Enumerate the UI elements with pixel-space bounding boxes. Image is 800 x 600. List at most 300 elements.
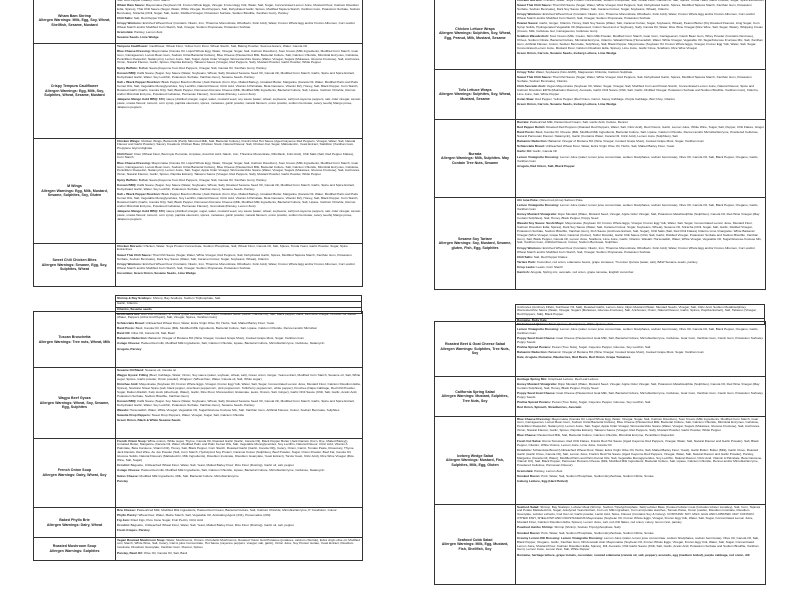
component-label: Fresh Cut Salsa:	[517, 438, 542, 443]
component-ingredients: Cucumber, red onion, edamame beans, grape tomatoes, Tri-colour Quinoa (water, salt), B&W Sesame seeds, parsley	[536, 259, 698, 264]
component-ingredients: Black Quinoa, Red Quinoa, White Quinoa, Salt	[548, 321, 613, 326]
fragment-cell	[516, 305, 765, 319]
component-ingredients: Shrimp, Bay Scallops, Sodium Triphosphate, Salt	[152, 295, 221, 300]
menu-item-name: Seafood Cobb Salad	[457, 537, 493, 542]
component-label: Sesame Seeds, Lime Wedge	[117, 35, 159, 40]
ingredients-cell	[516, 377, 766, 417]
ingredients-cell	[116, 508, 363, 538]
component-ingredients: Pecan (Tree Nuts), Sugar, Cayenne Pepper, Glucose, Soy Lecithin, Salt	[551, 344, 651, 349]
menu-item-row	[34, 368, 363, 439]
component-ingredients: Pasteurized Milk, Salt, Bacterial Culture, Calcium Chloride, Microbial Enzyme, Penicillium Roquefort	[537, 433, 675, 438]
component-label: Vegan Roasted Mushroom Soup:	[117, 537, 166, 542]
component-label: Kale, Arugula, Romaine, Blueberries, Red Beets, Red Onion, Grape Tomatoes	[517, 355, 631, 360]
component-ingredients: Pecan (Tree Nuts), Sugar, Cayenne Pepper, Glucose, Soy Lecithin, Salt	[551, 399, 651, 404]
ingredients-cell	[516, 70, 766, 120]
ingredient-component	[117, 313, 361, 321]
ingredient-component	[517, 4, 764, 12]
ingredients-cell	[116, 139, 363, 244]
left-allergen-table-2	[33, 311, 363, 561]
allergen-warnings: Allergen Warnings: Sesame, Egg, Soy, Sulphites, Wheat	[41, 262, 108, 272]
ingredient-component	[117, 524, 361, 528]
component-ingredients: Pasteurized Milk, Modified Milk Ingredients, Pasteurized Cream, Bacterial Culture, Salt, Calcium Chloride, Microbial Enzyme, P. Candidum, Colour	[136, 507, 337, 512]
component-label: Crispy Tofu:	[517, 69, 535, 74]
component-label: Poached Jumbo Shrimp:	[517, 525, 554, 530]
menu-item-row	[34, 44, 363, 139]
component-label: Parsley	[117, 478, 129, 483]
ingredients-cell	[116, 244, 363, 287]
menu-item-row	[435, 377, 766, 417]
ingredient-component	[117, 36, 361, 40]
menu-item-row	[34, 139, 363, 244]
menu-item-name-cell	[34, 139, 116, 244]
component-label: Balsamic Reduction:	[517, 139, 548, 144]
ingredients-cell	[516, 417, 766, 505]
menu-item-name-cell	[34, 44, 116, 139]
ingredients-cell	[116, 44, 363, 139]
ingredient-component	[117, 374, 361, 382]
component-ingredients: Leeks, Corn Starch	[536, 265, 563, 270]
ingredient-component	[117, 72, 361, 80]
ingredient-component	[517, 480, 764, 484]
component-ingredients: Dijon Mustard (Water, Mustard Seed, Vinegar, Apple Cider Vinegar, Salt, Potassium Metabisulphite (Sulphites), Canola Oil, Red Wine Vinegar (May Contain Sulphites), Salt, Honey, Black Pepper, Poppy Seed	[517, 381, 760, 390]
component-label: Crispy Wontons:	[117, 20, 142, 25]
ingredient-component	[117, 383, 361, 399]
menu-item-row	[435, 417, 766, 505]
component-ingredients: White onions, White sugar, Thyme, Canola Oil, Roasted Garlic (Garlic, Canola Oil), Black Pepper Butter (Jack Daniels (Corn, Rye, Malted Barley)), Unsalted Butter, Margarine (Canola Oil, Water, Modified Palm and Palm Kernel Oils, Salt, Vegetable Monoglycerides, Soy Lecithin, Natural Flavour, Citric Acid, Vitamin A Palmitate, Beta Carotene, Vitamin D2), Honey, Salt, Black Pepper, Corn Starch, Roasted Garlic (Garlic, Canola Oil)), Celery, Onion, Carrot, Tomato Paste, Rosemary, Thyme, Jack Daniels, Red Wine, Au Jus Powder (Salt, Corn Starch, Hydrolyzed Soy Protein, Caramel Colour (Sulphites), Beef Powder, Sugar, Onion Powder, Beef Fat, Canola Oil, Glucose Solids, Natural Flavours (Maltodextrin, Milk Ingredients), Disodium Inosinate, Disodium Guanylate, Yeast Extract), Torula Yeast, Citric Acid), Rice Wine Vinegar (Rice Wine, Salt, Sugar)	[117, 438, 355, 463]
ingredient-component	[517, 35, 764, 51]
component-ingredients: Wheat flour, Water, Maize Starch, Salt, Vegetable Oil, Anticaking Agent (341), Preservative (200)	[138, 512, 271, 517]
component-ingredients: Olive Oil, Canola Oil, Salt, Basil	[131, 331, 175, 336]
component-ingredients: Pasteurized milk, Modified Milk Ingredients, Salt, Calcium Chloride, Lipase, Bacterial Culture, Microbial Enzyme, Cellulose, Natamycin	[141, 468, 325, 473]
component-ingredients: Kalbi Sauce (Sugar, Soy Sauce (Water, Soybeans, Wheat, Salt), Roasted Sesame Seed Oil, Canola Oil, Modified Corn Starch, Garlic, Spice and Spice Extract, Dehydrated Garlic, Water, Soy Lecithin, Potassium Sorbate, Xanthan Gum), Sesame Seeds, Parsley	[117, 398, 355, 407]
component-label: Chicken Wings:	[117, 138, 141, 143]
component-ingredients: Thai Chili Sauce (Sugar, Water, White Vinegar, Red Peppers, Salt, Dehydrated Garlic, Spices, Modified Tapioca Starch, Xanthan Gum, Potassium Sorbate, Sodium Benzoate), Dark Soy Sauce (Water, Salt, Caramel Colour, Sugar, Soybeans, Wheat), Cilantro	[117, 252, 352, 261]
ingredient-component	[517, 383, 764, 391]
component-label: Honey Mustard Vinaigrette:	[517, 381, 558, 386]
component-label: Tempura Cauliflower:	[117, 43, 149, 48]
allergen-warnings: Allergen Warnings: Milk, Egg, Soy, Wheat, Shellfish, Sesame, Mustard	[38, 18, 111, 27]
menu-item-name-cell	[34, 244, 116, 287]
ingredient-component	[117, 480, 361, 484]
menu-item-row	[435, 198, 766, 290]
right-table-body	[435, 0, 766, 290]
component-ingredients: Crisphead Lettuce, Red Leaf Lettuce	[547, 376, 599, 381]
component-label: Jalapeno Mango Gold BBQ:	[117, 208, 158, 213]
component-ingredients: Schiacciata Bread (Unbleached Wheat Flour, Water, Extra Virgin Olive Oil, Herbs, Salt, Malted Barley Flour, Yeast), Garlic Butter: Butter (Milk), Garlic Clove, Roasted Garlic (Garlic Clove, Canola Oil), Salt, Lemon Juice, Frank's Red Hot Sauce (Aged Cayenne Red Peppers, Vinegar, Water, Salt, Natural Flavour and Garlic Powder), Parsley, Margarine (Canola Oil, Water), Modified Palm and Palm Kernel Oils, Salt, Vegetable Monoglycerides, Soy Lecithin, Natural Flavour, Citric Acid, Vitamin A Palmitate, Beta Carotene, Vitamin D2), Salt, Black Pepper, Parmesan Romano Cheese (Milk, Modified Milk Ingredients, Bacterial Culture, Salt, Lipase, Calcium Chloride, Rennet and/or Microbial Enzyme, Powdered Cellulose, Parmesan Flavour)	[517, 447, 763, 468]
component-ingredients: Chicken, Water, Soya Protein Concentrate, Sodium Phosphate, Salt, Wheat Flour, Canola Oil, Salt, Spices, Torula Yeast, Garlic Powder, Sugar, Spice Extractives	[117, 243, 348, 252]
component-label: Sesame Oil Blend:	[117, 367, 145, 372]
left-table-body-2	[34, 312, 363, 561]
component-label: Salt + Black Pepper Bourbon:	[117, 191, 161, 196]
right-allergen-table-2	[434, 321, 766, 585]
menu-item-name-cell	[34, 508, 116, 538]
component-ingredients: Enriched Wheat Flour (Contains: Niacin, Iron, Thiamine Mononitrate, Riboflavin, Folic Acid), Water, Frozen Whole Egg and/or Frozen Albumen, Corn and/or Wheat Starch and/or Modified Corn Starch, Salt, Vinegar, Sodium Propionate, Potassium Sorbate	[117, 20, 355, 29]
ingredient-component	[517, 418, 764, 434]
component-label: Arugula, Parsley	[117, 346, 142, 351]
component-label: Spicy Buffalo:	[117, 65, 138, 70]
ingredient-component	[517, 165, 764, 169]
component-label: Gremolata:	[517, 468, 534, 473]
component-ingredients: Kalbi Sauce (Sugar, Soy Sauce (Water, Soybeans, Wheat, Salt), Roasted Sesame Seed Oil, Canola Oil, Modified Corn Starch, Garlic, Spice and Spice Extract, Dehydrated Garlic, Water, Soy Lecithin, Potassium Sorbate, Xanthan Gum), Sesame Seeds, Parsley	[117, 70, 355, 79]
component-label: Crisp Leeks:	[517, 265, 536, 270]
component-label: Asiago Cheese:	[117, 341, 141, 346]
component-ingredients: Flour (Wheat Flour, Benzoyle Peroxide, Amylase, Ascorbic Acid, Niacin, Iron, Thiamine Mononitrate, Riboflavin, Folic Acid), Chili Salts (Salt, Red Pepper Flakes), Corn Starch	[117, 151, 354, 160]
component-label: Garnish:	[517, 270, 530, 275]
component-label: Crostini:	[117, 463, 130, 468]
component-ingredients: Red Pepper, Yellow Pepper (Red Onion, Carrot, Savoy Cabbage, Purple Cabbage, Bok Choy, Cilantro	[535, 96, 676, 101]
allergen-warnings: Allergen Warnings: Sulphites, Soy, Wheat, Egg, Peanut, Milk, Mustard, Sesame	[438, 31, 512, 40]
ingredient-component	[517, 337, 764, 345]
menu-item-name-cell	[435, 120, 516, 198]
component-label: Cilantro, Sesame seeds	[117, 307, 152, 312]
ingredient-component	[117, 529, 361, 533]
ingredient-component	[517, 131, 764, 139]
menu-item-name-cell	[435, 198, 516, 290]
component-ingredients: Buffalo Sauce(Cayenne from Red Peppers, Vinegar, Salt, Canola Oil, Xanthan Gum), Parsley	[138, 65, 267, 70]
component-ingredients: Anchovies (Anchovy Fillets, Sunflower Oil, Salt), Roasted Garlic, Lemon Juice, Dijon Mustard (Water, Mustard Seeds, Vinegar, Salt, Citric Acid, Sodium Metabisulphite), Worcestershire Sauce (Water, Vinegar, Sugars (Molasses, Glucose-Fructose), Salt, Anchovies, Onion, Natural Flavour, Garlic, Spices, Paprika Extract), Salt, Tabasco (Vinegar, Red Peppers, Salt), Black Pepper	[517, 304, 757, 317]
allergen-warnings: Allergen Warnings: Mustard, Sulphites, Tree Nuts, Soy	[441, 394, 509, 403]
component-label: Wagyu Gyoza: Filling	[117, 372, 149, 377]
allergen-warnings: Allergen Warnings: Egg, Milk, Soy, Sulphites, Wheat, Sesame, Mustard	[44, 88, 105, 98]
component-label: Smoked Bacon:	[517, 530, 541, 535]
component-ingredients: Garlic, Canola Oil	[532, 149, 557, 154]
component-label: Schiacciata Bread:	[117, 320, 145, 325]
component-ingredients: Parsley, Lemon Zest	[534, 468, 563, 473]
component-ingredients: Black Pepper Bourbon Butter (Jack Daniels (Corn, Rye, Malted Barley), Unsalted Butter, Margarine (Canola Oil, Water, Modified Palm and Palm Kernel Oils, Salt, Vegetable Monoglycerides, Soy Lecithin, Natural Flavour, Citric Acid, Vitamin A Palmitate, Beta Carotene, Vitamin D2), Honey, Salt, Black Pepper, Corn Starch, Roasted Garlic (Garlic, Canola Oil)), Salt, Black Pepper, Parmesan Romano Cheese (Milk, Modified Milk Ingredients, Bacterial Culture, Salt, Lipase, Calcium Chloride, Rennet and/or Microbial Enzyme, Powdered Cellulose, Parmesan Flavour), Gremolata (Parsley, Lemon Zest)	[117, 79, 359, 96]
component-label: Sweet Thai Chili Sauce:	[517, 74, 552, 79]
component-ingredients: Balsamic Vinegar of Modena 6% (Wine Vinegar, Cooked Grape Must), Cooked Grape Must, Sugar, Xanthan Gum	[548, 139, 704, 144]
component-ingredients: Thai Chili Sauce (Sugar, Water, White Vinegar, Red Peppers, Salt, Dehydrated Garlic, Spices, Modified Tapioca Starch, Xanthan Gum, Potassium Sorbate, Sodium Benzoate), Dark Soy Sauce (Water, Salt, Caramel Colour, Sugar, Soybeans, Wheat), Cilantro	[517, 2, 752, 11]
component-label: Fresh Grapes, Parsley	[117, 528, 150, 533]
component-label: Crispy Wontons:	[517, 11, 542, 16]
ingredient-component	[517, 204, 764, 212]
ingredient-component	[117, 193, 361, 209]
ingredient-component	[517, 103, 764, 107]
menu-item-name: Tuscan Bruschetta	[58, 334, 91, 339]
component-ingredients: Enriched Wheat Flour (Contains: Niacin, Iron, Thiamine Mononitrate, Riboflavin, Folic Acid), Water, Frozen Whole Egg and/or Frozen Albumen, Corn and/or Wheat Starch and/or Modified Corn Starch, Salt, Vinegar, Sodium Propionate, Potassium Sorbate	[117, 261, 355, 270]
menu-item-row	[34, 538, 363, 561]
component-ingredients: Pasteurized milk, Modified Milk Ingredients, Salt, Calcium Chloride, Lipase, Bacterial Culture, Microbial Enzyme, Cellulose, Natamycin	[141, 341, 325, 346]
component-ingredients: Garlic, Ginger, Cilantro, Honey, Dark Soy Sauce (Water, Salt, Caramel Colour, Sugar, Soybeans, Wheat), Peanut Butter (Dry Roasted Peanuts, Icing Sugar, Corn Syrup Solids, Hydrogenated Vegetable Oil (Rapeseed, Cotton Seed and or Soybean), Salt), Canola Oil, Water, Rice Wine Vinegar (Rice Wine, Salt, Sugar, Water), Whipping Cream (Cream, Milk, Cellulose Gel, Carrageenan, Cellulose Gum)	[517, 20, 764, 33]
component-ingredients: BBQ sauce (distilled vinegar, sugar, water, mustard seed, soy sauce [water, wheat, soybeans, salt] red cayenne peppers, salt, cider vinegar, tomato paste, smoke flavour, tumeric, corn syrup, paprika oleoresin, spices, molasses, garlic powder, natural flavours, onion powder, sodium benzoate, celery seeds) Mango puree, Jalapeno peppers	[117, 96, 361, 109]
ingredients-cell	[116, 368, 363, 439]
menu-item-name-cell	[34, 312, 116, 368]
menu-item-row	[34, 312, 363, 368]
component-label: Korean BBQ:	[117, 398, 137, 403]
ingredient-component	[517, 213, 764, 221]
component-ingredients: Mayonnaise (Soybean Oil, Frozen Whole Eggs, Vinegar, Frozen Egg Yolk, Water, Salt, Sugar, Concentrated Lemon Juice, Mustard Flour, Calcium Disodium Edta, Spices), Stockton Street Spice (salt, black pepper, szechuan peppercorn, pink peppercorn, Tellicherry peppercorn, white pepper), Kimchee (Napa Cabbage, Red Chili Powder, Sugar, Daikon Radish, Kelp stock (dried kelp, Water), Garlic, Rice Flour, Monosodium Glutamate, leeks, Onions, Salt, Ginger), Garlic Chili Sauce (Chili, Salt, Garlic, Acetic Acid, Potassium Sorbate, Sodium Bisulfite, Xanthan Gum)	[117, 381, 361, 398]
ingredient-component	[117, 162, 361, 178]
component-label: Basil Pesto:	[517, 129, 535, 134]
component-ingredients: Pasteurized Milk, Pasteurized Cream, Salt, Lactic Acid, Culture, Rennet	[529, 119, 628, 124]
ingredient-component	[117, 348, 361, 352]
ingredient-component	[117, 4, 361, 16]
menu-item-name: Sesame Soy Tartare	[457, 236, 493, 241]
allergen-warnings: Allergen Warnings: Dairy, Wheat	[46, 522, 103, 527]
component-ingredients	[117, 0, 170, 2]
ingredient-component	[517, 449, 764, 469]
ingredient-component	[117, 184, 361, 192]
component-ingredients: Black Pepper Bourbon Butter (Jack Daniels (Corn, Rye, Malted Barley), Unsalted Butter, Margarine (Canola Oil, Water, Modified Palm and Palm Kernel Oils, Salt, Vegetable Monoglycerides, Soy Lecithin, Natural Flavour, Citric Acid, Vitamin A Palmitate, Beta Carotene, Vitamin D2), Honey, Salt, Black Pepper, Corn Starch, Roasted Garlic (Garlic, Canola Oil)), Salt, Black Pepper, Parmesan Romano Cheese (Milk, Modified Milk Ingredients, Bacterial Culture, Salt, Lipase, Calcium Chloride, Rennet and/or Microbial Enzyme, Powdered Cellulose, Parmesan Flavour), Gremolata (Parsley, Lemon Zest)	[117, 191, 359, 208]
component-label: Chili Flour:	[117, 151, 134, 156]
ingredients-cell	[516, 505, 766, 585]
component-label: Brie Cheese:	[117, 507, 136, 512]
component-ingredients: Basil, Canola Oil, Cheese (Milk, Modified Milk Ingredients, Bacterial Culture, Salt, Lipase, Calcium Chloride, Rennet and/or Microbial Enzyme, Powdered Cellulose, Natural Parmesan Flavour, Natamycin), Garlic (Contains Water, Canola Oil, Citric Acid), Lemon Juice (Sulphites), Salt	[517, 129, 759, 138]
menu-item-name-cell	[34, 538, 116, 561]
ingredient-component	[117, 153, 361, 161]
ingredients-cell	[516, 198, 766, 290]
ingredient-component	[117, 81, 361, 97]
ingredient-component	[517, 392, 764, 400]
left-allergen-table	[33, 0, 363, 287]
component-ingredients: Pork, Water, Salt, Sodium Phosphate, Sodium Erythorbate, Sodium Nitrite, Smoke	[541, 530, 654, 535]
component-ingredients: Horseradish, Water, White Vinegar, Vegetable Oil, Sugar/Glucose-fructose Mix, Salt, Xanthan Gum, Artificial Flavour, Colour, Sodium Benzoate, Sulphites	[129, 407, 340, 412]
component-label: Blue Cheese:	[517, 433, 537, 438]
ingredient-component	[117, 440, 361, 463]
component-ingredients: Roasted Red Peppers (Roasted Red Peppers, Water, Salt, Citric Acid), Red Onions, Garlic, Lemon Juice, White Wine, Sugar, Salt, Pepper, Chili Flakes, Ginger	[546, 124, 764, 129]
ingredients-cell	[516, 120, 766, 198]
component-ingredients: Dijon Mustard (Water, Mustard Seed, Vinegar, Apple Cider Vinegar, Salt, Potassium Metabisulphite (Sulphites), Canola Oil, Red Wine Vinegar (May Contain Sulphites), Salt, Honey, Black Pepper, Poppy Seed	[517, 211, 760, 220]
component-label: Cucumber, Green Onion, Sesame Seeds, Lime Wedge	[117, 270, 196, 275]
component-label: Jalapeno Mango Gold BBQ:	[117, 96, 158, 101]
allergen-warnings: Allergen Warnings: Sulphites, Soy, Wheat, Mustard, Sesame	[438, 92, 512, 101]
component-ingredients: Goat Cheese (Pasteurized Goat Milk, Salt, Bacterial Culture, Microbial Enzyme, Cellulose, Guar Gum, Xanthan Gum, Carob Gum, Potassium Sorbate), Poppy Seeds	[517, 390, 764, 399]
component-ingredients: Chicken Wings, Buttermilk (Partly Skimmed Milk, Salt, Bacterial Culture), Frank's Red Hot Sauce (Aged Cayenne Red Peppers, Vinegar, Water, Salt, Natural Flavour and Garlic Powder), Savory Creations Chicken Base (Chicken Stock, Natural Flavour, Salt, Chicken Fat, Sugar, Maltodextrin, Yeast Extract, Stabilizer (Xanthan Gum, Propylene Glycol Alginate	[117, 138, 356, 151]
component-ingredients: Baguette, Unbleached Wheat Flour, Water, Salt, Yeast, Malted Barley Flour, Rice Flour (Dusting), Garlic oil, salt, pepper	[130, 523, 295, 528]
menu-item-name-cell	[435, 505, 516, 585]
component-ingredients: Sour Cream (Milk, Cream, Skim Milk Powder, Modified Corn Starch, Guar Gum, Carrageenan, Carob Bean Gum, Whey Powder (Contains Dextrose), Chives, Sodium Citrate, Bacterial Culture, Microbial Enzyme, Cilantro, Wasabi Paste (Horseradish, Water, White Vinegar, Vegetable Oil, Sugar/Glucose Fructose Mix, Salt, Xanthan Gum, Artificial Flavour, Colour, Sodium Benzoate, Sulphites), Salt, Black Pepper, Mayonnaise (Soybean Oil, Frozen Whole Eggs, Vinegar, Frozen Egg Yolk, Water, Salt, Sugar, Concentrated Lemon Juice, Mustard Flour, Calcium Disodium Edta, Spices), Lime Juice, Garlic Clove, Scallions, Rice Wine Vinegar	[517, 33, 763, 50]
component-label: Green Onion, Carrots, Sesame Seeds, Iceberg Lettuce, Lime Wedge	[517, 102, 617, 107]
component-label: Creamy Lemon Dill Dressing: Lemon Vinaigrette Dressing:	[517, 535, 604, 540]
component-ingredients: Baguette, Unbleached Wheat Flour, Water, Salt, Yeast, Malted Barley Flour, Rice Flour (Dusting), Garlic oil, salt, pepper	[130, 463, 295, 468]
ingredient-component	[517, 356, 764, 360]
menu-item-name: Chicken Lettuce Wraps	[455, 26, 495, 31]
component-label: Fig Jam:	[117, 517, 130, 522]
component-label: Basil Oil:	[117, 331, 131, 336]
component-label: Arugula, Red Onion, Salt, Black Pepper	[517, 163, 575, 168]
component-label: Smoked Bacon:	[517, 473, 541, 478]
ingredient-component	[517, 222, 764, 245]
component-ingredients: Sweet Drop Peppers, Water, Vinegar, Sugar, Salt, Calcium Chloride	[151, 413, 245, 418]
component-label: Green Onion, Black & White Sesame Seeds	[117, 418, 181, 423]
component-label: Shrimp & Bay Scallops:	[117, 295, 152, 300]
component-label: Praline Spiced Pecans:	[517, 399, 552, 404]
component-label: Peanut Sauce:	[517, 20, 539, 25]
menu-item-name: Sweet Chili Chicken Bites	[52, 258, 97, 263]
menu-item-name-cell	[34, 368, 116, 439]
component-ingredients: Olive Oil, Canola Oil, Salt, Basil	[143, 550, 188, 555]
component-label: Blue Cheese Dressing:	[117, 48, 151, 53]
menu-item-name: Wagyu Beef Gyoza	[58, 396, 91, 401]
component-label: Chili Avocado Aioli:	[517, 83, 546, 88]
component-label: Wham Bam Sauce:	[117, 2, 145, 7]
component-ingredients: Garlic, Cilantro	[117, 301, 138, 306]
allergen-warnings: Allergen Warnings: Tree nuts, Wheat, Milk	[38, 339, 111, 344]
component-ingredients: Salt, Red Pepper Flakes	[133, 15, 168, 20]
component-label: Crostini:	[117, 523, 130, 528]
ingredient-component	[117, 539, 361, 551]
component-ingredients	[544, 0, 764, 2]
component-ingredients: Balsamic Vinegar of Modena 6% (Wine Vinegar, Cooked Grape Must), Cooked Grape Must, Sugar, Xanthan Gum	[548, 350, 704, 355]
component-ingredients: Balsamic Vinegar of Modena 6% (Wine Vinegar, Cooked Grape Must), Cooked Grape Must, Sugar, Xanthan Gum	[148, 336, 304, 341]
component-label: Tartare Park:	[517, 259, 536, 264]
menu-item-row	[34, 0, 363, 44]
ingredient-component	[117, 98, 361, 110]
component-label: Romaine, heritage lettuce, grape tomato, cucumber, roasted edamame (canola oil, salt, pepper), avocado, egg (medium boiled), purple cabbage, red onion, dill	[517, 552, 750, 557]
component-ingredients: Unbleached Wheat Flour, Water, Extra Virgin Olive Oil, Herbs, Salt, Malted Barley Flour, Yeast	[545, 144, 675, 149]
component-ingredients: BBQ sauce (distilled vinegar, sugar, water, mustard seed, soy sauce [water, wheat, soybeans, salt] red cayenne peppers, salt, cider vinegar, tomato paste, smoke flavour, tumeric, corn syrup, paprika oleoresin, spices, molasses, garlic powder, natural flavours, onion powder, sodium benzoate, celery seeds) Mango puree, Jalapeno peppers	[117, 208, 361, 221]
menu-item-row	[435, 70, 766, 120]
component-label: Seafood Salad:	[517, 504, 540, 509]
ingredient-component	[517, 13, 764, 21]
ingredient-component	[517, 440, 764, 448]
menu-item-name: Roasted Beet & Goat Cheese Salad	[444, 342, 506, 347]
component-label: Parsley, Basil Oil:	[117, 550, 143, 555]
menu-item-row	[435, 505, 766, 585]
ingredient-component	[117, 272, 361, 276]
ingredient-component	[117, 245, 361, 253]
ingredient-component	[517, 22, 764, 34]
component-label: Lemon Vinaigrette Dressing:	[517, 202, 560, 207]
component-ingredients: Thai Chili Sauce (Sugar, Water, White Vinegar, Red Peppers, Salt, Dehydrated Garlic, Spices, Modified Tapioca Starch, Xanthan Gum, Potassium Sorbate, Sodium Benzoate), Cilantro	[517, 74, 752, 83]
component-label: Sweet Thai Chili Sauce:	[517, 2, 552, 7]
ingredients-cell	[116, 439, 363, 508]
component-label: Praline Spiced Pecans:	[517, 344, 552, 349]
ingredient-component	[517, 52, 764, 56]
ingredient-component	[117, 22, 361, 30]
component-ingredients: Dried Figs, Pure Cane Sugar, Fruit Pectin, Citric Acid	[130, 517, 203, 522]
component-ingredients: Enriched Wheat Flour (Contains: Niacin, Iron, Thiamine Mononitrate, Riboflavin, Folic Acid), Water, Frozen Whole Egg and/or Frozen Albumen, Corn and/or Wheat Starch and/or Modified Corn Starch, Salt, Vinegar, Sodium Propionate, Potassium Sorbate	[517, 245, 755, 254]
allergen-warnings: Allergen Warnings: Sulphites, Tree Nuts, Soy	[440, 346, 510, 356]
allergen-warnings: Allergen Warnings: Mustard, Fish, Sulphites, Milk, Egg, Gluten	[445, 458, 505, 467]
component-ingredients: (Beef, Cabbage, Water, Onion, Soy sauce (water, soybean, wheat, salt), Green onion, Ginger, Yeast extract, Modified Corn Starch, Sesame oil, Salt, White sugar, Spices, Garlic powder, Onion powder). Wrapper: (Wheat flour, Water, Canola oil, Salt, White sugar)	[117, 372, 361, 381]
component-ingredients: Lemon Juice (water, lemon juice concentrate, sodium bisulphates, sodium benzonate), Olive Oil, Canola Oil, Salt, Black Pepper, Oregano, Garlic, Xanthan Gum	[517, 154, 759, 163]
component-label: Blue Cheese Dressing:	[517, 416, 551, 421]
component-label: Iceberg Lettuce, Egg (Hard Boiled)	[517, 478, 568, 483]
ingredient-component	[117, 342, 361, 346]
component-label: Salt + Black Pepper Bourbon:	[117, 79, 161, 84]
menu-item-name-cell	[34, 439, 116, 508]
component-label: Chicken Morsels:	[117, 243, 143, 248]
ingredients-cell	[116, 538, 363, 561]
allergen-warnings: Allergen Warnings: Milk, Sulphites. May Contain Tree Nuts, Sesame	[441, 156, 509, 165]
ingredient-component	[117, 552, 361, 556]
component-ingredients: Enriched Wheat Flour (Contains: Niacin, Iron, Thiamine Mononitrate, Riboflavin, Folic Acid), Water, Frozen Whole Egg and/or Frozen Albumen, Corn and/or Wheat Starch and/or Modified Corn Starch, Salt, Vinegar, Sodium Propionate, Potassium Sorbate	[517, 11, 755, 20]
component-label: Lemon Vinaigrette Dressing:	[517, 154, 560, 159]
component-label: Crispy Wontons:	[117, 261, 142, 266]
component-ingredients: Lemon Juice (water, lemon juice concentrate, sodium bisulphates, sodium benzonate), Olive Oil, Canola Oil, Salt, Black Pepper, Oregano, Garlic, Xanthan Gum	[517, 326, 759, 335]
component-label: Ahi tuna Poke:	[517, 197, 539, 202]
menu-item-name-cell	[435, 70, 516, 120]
component-ingredients: Parsley, Lemon Zest	[134, 30, 163, 35]
component-label: Asiago Cheese:	[117, 468, 141, 473]
component-ingredients: Arugula, Spring mix, avocado, red onion, grape tomatoe, English cucumber.	[530, 270, 635, 275]
fragment-row	[516, 305, 765, 319]
component-label: Wasabi:	[117, 407, 129, 412]
component-label: Poppy Seed Goat Cheese:	[517, 335, 556, 340]
component-label: Swiss Cheese:	[117, 473, 139, 478]
component-label: Garlic Oil:	[517, 149, 532, 154]
component-ingredients: Buffalo Sauce(Cayenne from Red Peppers, Vinegar, Salt, Canola Oil, Xanthan Gum), Parsley	[138, 177, 267, 182]
component-label: Bruschetta Mix:	[117, 311, 141, 316]
ingredients-cell	[516, 0, 766, 70]
component-label: Sweet Thai Chili Sauce:	[117, 252, 152, 257]
right-table-body-2	[435, 322, 766, 585]
component-label: Scallion Wasabi Aioli:	[517, 33, 549, 38]
component-ingredients: Basil, Canola Oil, Cheese (Milk, Modified Milk Ingredients, Bacterial Culture, Salt, Lipase, Calcium Chloride, Rennet and/or Microbial	[135, 325, 317, 330]
component-ingredients: (Diced red prime) Salmon Poke	[539, 197, 583, 202]
component-label: Balsamic Reduction:	[517, 350, 548, 355]
component-ingredients: Cauliflower, Wheat Flour, Yellow Corn Flour, Wheat Starch, Salt, Baking Powder, Sucrose Esters, Water, Canola Oil	[149, 43, 308, 48]
menu-item-name: California Spring Salad	[455, 389, 495, 394]
allergen-warnings: Allergen Warnings: Wheat, Soy, Sesame, Egg, Sulphites	[39, 400, 110, 410]
component-ingredients: Sesame oil, Canola oil	[145, 367, 176, 372]
menu-item-name: Wham Bam Shrimp	[58, 13, 91, 18]
component-label: Sweetie Drop Peppers:	[117, 413, 151, 418]
ingredients-cell	[116, 312, 363, 368]
component-label: Asian Slaw:	[517, 96, 535, 101]
component-ingredients: Pork, Water, Salt, Sodium Phosphate, Sodium Erythorbate, Sodium Nitrite, Smoke	[541, 473, 654, 478]
menu-item-name: Crispy Tempura Cauliflower	[50, 84, 99, 89]
menu-item-name: Roasted Mushroom Soup	[52, 544, 97, 549]
component-ingredients: Goat Cheese (Pasteurized Goat Milk, Salt, Bacterial Culture, Microbial Enzyme, Cellulose, Guar Gum, Xanthan Gum, Carob Gum, Potassium Sorbate), Poppy Seeds	[517, 335, 764, 344]
component-label: Heritage Spring Mix:	[517, 376, 548, 381]
ingredient-component	[517, 156, 764, 164]
menu-item-name-cell	[435, 417, 516, 505]
menu-item-name: Burrata	[468, 151, 482, 156]
allergen-warnings: Allergen Warnings: Sulphites	[49, 549, 100, 553]
ingredient-component	[117, 263, 361, 271]
ingredient-component	[117, 50, 361, 66]
ingredient-component	[517, 76, 764, 84]
ingredient-component	[117, 475, 361, 479]
component-ingredients: Shrimp, Bay Scallops, Lobster Meat (Shrimp, Sodium Tripolyphosphate, Salt) Lobster Base (Cooked lobster meat (Includes lobster tomalley), Salt, Corn, Tapioca and Potato Maltodextrins, Sugar, Autolyzed Yeast Extract, Corn oil, Milk ingredient, Corn and potato starches, Tomato Paste, Onion powder, Disodium inosinate, Disodium Guanylate, Lobster extracts, Cod liver oil, Garlic powder, Lactic Acid, Spice, Flavour (Contains Soy & Celery). CONTAINS: SOY, MILK, EGG AND LOBSTER. MAY CONTAIN: OTHER FISH, SHELLFISH AND CRUSTACEANS Mayonnaise (Soybean Oil, Frozen Whole Eggs, Vinegar, Frozen Egg Yolk, Water, Salt, Sugar, Concentrated Lemon Juice, Mustard Flour, Calcium Disodium Edta, Spices), Lemon Juice, salt, red chili flakes, red onion, celery, lemon zest, parsley	[517, 504, 761, 525]
component-label: Crispy Wontons:	[517, 245, 542, 250]
component-ingredients: Mayonnaise (Canola Oil, Liquid Whole Egg, Water, Vinegar, Sugar, Salt, Calcium Disodium), Sour Cream (Milk Ingredients, Modified Corn Starch, Guar Gum, Carrageenan, Locust Bean Gum, Sodium Citrat Bacterial Culture), Blue Cheese (Pasteurized Milk, Bacterial Culture, Salt, Calcium Chloride, Microbial Enzymes, Cellulose, Penicillium Roquefort, Natamycin), Lemon Juice, Salt, Sugar, Apple Cider Vinegar, Worcestershire Sauce (Water, Vinegar, Sugars (Molasses, Glucose Fructose), Salt, Anchovies, Onion, Natural Flavour, Garlic, Spices, Paprika Extract), Tabasco Sauce (Vinegar, Red Peppers, Salt), Mustard Powder, Garlic Powder, White Pepper	[117, 48, 361, 65]
component-ingredients: Unbleached Wheat Flour, Water, Extra Virgin Olive Oil, Herbs, Salt, Malted Barley Flour, Yeast	[145, 320, 275, 325]
component-ingredients: Mayonnaise (Canola Oil, Liquid Whole Egg, Water, Vinegar, Sugar, Salt, Calcium Disodium), Sour Cream (Milk Ingredients, Modified Corn Starch, Guar Gum, Carrageenan, Locust Bean Gum, Sodium Citrat Bacterial Culture), Blue Cheese (Pasteurized Milk, Bacterial Culture, Salt, Calcium Chloride, Microbial Enzymes, Cellulose, Penicillium Roquefort, Natamycin), Lemon Juice, Salt, Sugar, Apple Cider Vinegar, Worcestershire Sauce (Water, Vinegar, Sugars (Molasses, Glucose Fructose), Salt, Anchovies, Onion, Natural Flavour, Garlic, Spices, Paprika Extract), Tabasco Sauce (Vinegar, Red Peppers, Salt), Mustard Powder, Garlic Powder, White Pepper	[117, 160, 361, 177]
right-allergen-table	[434, 0, 766, 290]
component-ingredients: Modified Milk Ingredients, Milk, Salt, Bacterial Culture, Microbial Enzyme	[139, 473, 239, 478]
component-label: Basil Pesto:	[117, 325, 135, 330]
menu-item-name: Iceberg Wedge Salad	[456, 453, 494, 458]
ingredient-component	[117, 140, 361, 152]
component-label: Red Onion, Spinach, Strawberries, Avocado	[517, 405, 582, 410]
component-label: Chili Salts:	[517, 254, 533, 259]
component-label: Balsamic Reduction:	[117, 336, 148, 341]
component-label: Chili Salts:	[117, 15, 133, 20]
component-ingredients: Roma Tomatoes, Red Chili Flakes, Franks Red Hot Sauce (Aged Cayenne Red Peppers, Vinegar, Water, Salt, Natural Flavour and Garlic Powder), Salt, Black Pepper, Cilantro, White Onions, Lemon Juice, Lime Juice, Canola Oil	[517, 438, 759, 447]
component-label: Burrata:	[517, 119, 530, 124]
ingredient-component	[517, 554, 764, 558]
left-table-body	[34, 0, 363, 287]
component-ingredients: Kalbi Sauce (Sugar, Soy Sauce (Water, Soybeans, Wheat, Salt), Roasted Sesame Seed Oil, Canola Oil, Modified Corn Starch, Garlic, Spice and Spice Extract, Dehydrated Garlic, Water, Soy Lecithin, Potassium Sorbate, Xanthan Gum), Sesame Seeds, Parsley	[117, 182, 355, 191]
component-ingredients: Mayonnaise (Soybean Oil, Frozen Whole Eggs, Vinegar, Frozen Egg Yolk, Water, Salt, Sugar, Concentrated Lemon Juice, Mustard Flour, Calcium Disodium Edta, Spices), Thai Chili Sauce (Sugar, Water, White Vinegar, Red Peppers, Salt, Dehydrated Garlic, Spices, Modified Tapioca Starch, Xanthan Gum, Potassium Sorbate, Sodium Benzoate), Sriracha (Chili, Sugar, Salt, Garlic, Distilled Vinegar, Potassium Sorbate, Sodium Bisulfite, Xanthan Gum), Parsley	[117, 2, 361, 15]
component-label: Blue Cheese Dressing:	[117, 160, 151, 165]
component-label: Poppy Seed Goat Cheese:	[517, 390, 556, 395]
menu-item-name: Baked Phyllo Brie	[59, 517, 90, 522]
ingredient-component	[117, 254, 361, 262]
component-label: Romaine, Baby Kale	[517, 318, 547, 323]
ingredient-component	[517, 85, 764, 97]
menu-item-name: Tofu Lettuce Wraps	[458, 87, 492, 92]
component-label: Kimchee Aioli:	[117, 381, 139, 386]
component-label: Red Pepper Relish:	[517, 124, 546, 129]
component-ingredients: Salt, Red Pepper Flakes	[533, 254, 568, 259]
component-label: Croutons:	[517, 447, 532, 452]
ingredient-component	[517, 537, 764, 553]
component-label: Korean BBQ:	[117, 182, 137, 187]
